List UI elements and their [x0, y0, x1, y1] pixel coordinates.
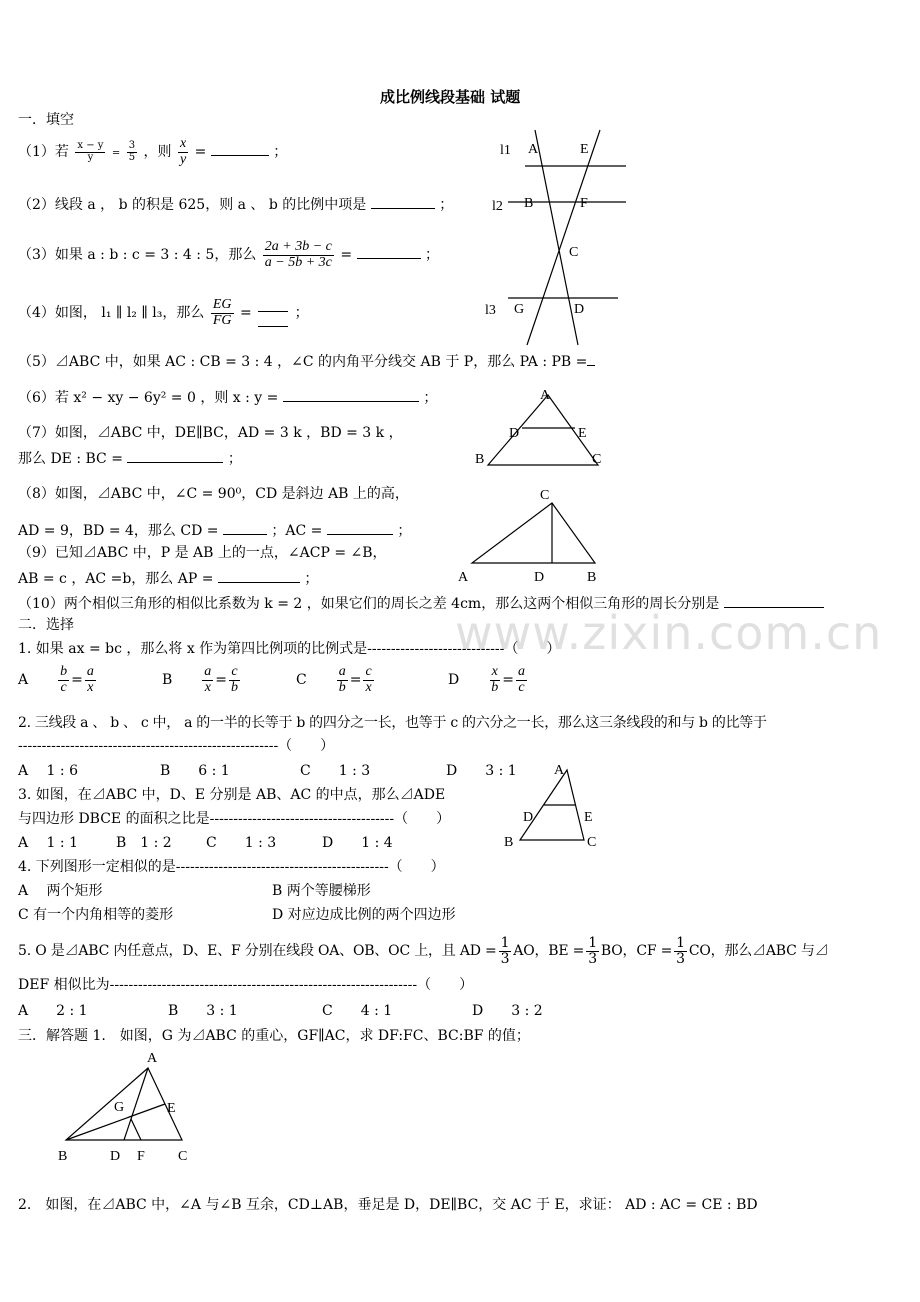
page-title: 成比例线段基础 试题	[380, 88, 521, 106]
label-b: B	[475, 452, 485, 467]
choice-5-option-d[interactable]: D 3 : 2	[472, 1003, 543, 1019]
q1-fraction-b: $\frac{3}{5}$	[128, 140, 136, 163]
choice-question-4: 4. 下列图形一定相似的是---------------------------------------------（ ）	[18, 859, 445, 875]
fill-question-5: （5）⊿ABC 中，如果 AC : CB = 3 : 4 ，∠C 的内角平分线交 AB 于 P，那么 PA : PB =	[18, 351, 595, 371]
choice-3-option-c[interactable]: C 1 : 3	[206, 835, 277, 851]
label-b: B	[504, 835, 514, 850]
label-e: E	[167, 1101, 176, 1116]
label-c: C	[592, 452, 602, 467]
label-b: B	[524, 196, 534, 211]
choice3-triangle-figure	[500, 758, 610, 850]
label-d: D	[574, 302, 585, 317]
choice-4-option-c[interactable]: C 有一个内角相等的菱形	[18, 907, 174, 923]
solve-question-1: 三．解答题 1. 如图，G 为⊿ABC 的重心，GF∥AC，求 DF:FC、BC:BF 的值；	[18, 1028, 530, 1044]
label-b: B	[587, 570, 597, 585]
fill-question-2: （2）线段 a ， b 的积是 625，则 a 、 b 的比例中项是 ；	[18, 194, 453, 214]
watermark: www.zixin.com.cn	[455, 606, 883, 660]
label-d: D	[509, 426, 520, 441]
q4-answer-fraction-blank[interactable]	[258, 299, 288, 327]
choice-question-3b: 与四边形 DBCE 的面积之比是---------------------------------------（ ）	[18, 811, 451, 827]
fill-question-7b: 那么 DE : BC = ；	[18, 448, 242, 468]
choice-2-option-c[interactable]: C 1 : 3	[300, 763, 371, 779]
label-c: C	[587, 835, 597, 850]
choice-1-option-a[interactable]: A $\frac{b}{c}$ = $\frac{a}{x}$	[18, 664, 94, 695]
choice-5-option-c[interactable]: C 4 : 1	[322, 1003, 393, 1019]
choice-1-option-b[interactable]: B $\frac{a}{x}$ = $\frac{c}{b}$	[162, 664, 239, 695]
choice-5-option-a[interactable]: A 2 : 1	[18, 1003, 88, 1019]
q1-middle: ，则	[143, 144, 172, 161]
q8-ac-blank[interactable]	[327, 520, 393, 535]
label-a: A	[458, 570, 469, 585]
fill-question-9a: （9）已知⊿ABC 中，P 是 AB 上的一点，∠ACP = ∠B，	[18, 545, 387, 561]
fill-question-10: （10）两个相似三角形的相似比系数为 k = 2 ，如果它们的周长之差 4cm，那么这两个相似三角形的周长分别是	[18, 593, 824, 613]
q2-answer-blank[interactable]	[371, 194, 435, 209]
right-triangle-figure	[450, 485, 610, 585]
choice-question-5a: 5. O 是⊿ABC 内任意点，D、E、F 分别在线段 OA、OB、OC 上，且 AD = $\frac{1}{3}$ AO，BE = $\frac{1}{3}$ BO，CF = $\frac{1}{3}$ CO，那么⊿ABC 与⊿	[18, 935, 829, 967]
choice-question-2b: -------------------------------------------------------（ ）	[18, 738, 335, 754]
choice-question-1: 1. 如果 ax = bc ，那么将 x 作为第四比例项的比例式是-----------------------------（ ）	[18, 641, 561, 657]
fill-question-3: （3）如果 a : b : c = 3 : 4 : 5，那么 $\frac{2a + 3b - c}{a - 5b + 3c}$ = ；	[18, 239, 439, 270]
label-e: E	[584, 810, 593, 825]
label-a: A	[147, 1051, 158, 1066]
choice-1-option-d[interactable]: D $\frac{x}{b}$ = $\frac{a}{c}$	[448, 664, 525, 695]
q3-answer-blank[interactable]	[357, 244, 421, 259]
label-c: C	[569, 245, 579, 260]
q6-answer-blank[interactable]	[283, 387, 419, 402]
choice-3-option-d[interactable]: D 1 : 4	[322, 835, 393, 851]
choice-question-2a: 2. 三线段 a 、 b 、 c 中， a 的一半的长等于 b 的四分之一长，也等于 c 的六分之一长，那么这三条线段的和与 b 的比等于	[18, 715, 767, 731]
choice-2-option-d[interactable]: D 3 : 1	[446, 763, 517, 779]
fill-question-8b: AD = 9，BD = 4，那么 CD = ；AC = ；	[18, 520, 411, 540]
label-l2: l2	[492, 199, 503, 214]
choice-4-option-d[interactable]: D 对应边成比例的两个四边形	[272, 907, 456, 923]
label-a: A	[540, 388, 551, 403]
q8-cd-blank[interactable]	[223, 520, 267, 535]
label-d: D	[110, 1149, 121, 1164]
label-g: G	[514, 302, 525, 317]
parallel-lines-figure	[480, 130, 640, 355]
choice-1-option-c[interactable]: C $\frac{a}{b}$ = $\frac{c}{x}$	[296, 664, 372, 695]
q1-answer-blank[interactable]	[211, 141, 269, 156]
label-c: C	[540, 488, 550, 503]
choice-3-option-b[interactable]: B 1 : 2	[116, 835, 172, 851]
label-f: F	[580, 196, 588, 211]
label-l3: l3	[485, 303, 496, 318]
label-c: C	[178, 1149, 188, 1164]
choice-2-option-b[interactable]: B 6 : 1	[160, 763, 230, 779]
centroid-triangle-figure	[50, 1048, 210, 1168]
label-d: D	[534, 570, 545, 585]
fill-question-9b: AB = c ，AC =b，那么 AP = ；	[18, 568, 318, 588]
q1-fraction-c: $\frac{x}{y}$	[179, 136, 187, 167]
label-b: B	[58, 1149, 68, 1164]
label-f: F	[137, 1149, 145, 1164]
choice-3-option-a[interactable]: A 1 : 1	[18, 835, 78, 851]
choice-question-5b: DEF 相似比为-----------------------------------------------------------------（ ）	[18, 977, 474, 993]
choice-question-3a: 3. 如图，在⊿ABC 中，D、E 分别是 AB、AC 的中点，那么⊿ADE	[18, 787, 446, 803]
label-g: G	[114, 1100, 125, 1115]
q9-answer-blank[interactable]	[218, 568, 300, 583]
fill-question-6: （6）若 x² − xy − 6y² = 0 ，则 x : y = ；	[18, 387, 437, 407]
fill-question-1: （1）若 $\frac{x - y}{y}$ = $\frac{3}{5}$ ，则 $\frac{x}{y}$ = ；	[18, 136, 288, 167]
section-choice-heading: 二．选择	[18, 617, 74, 633]
section-fill-heading: 一．填空	[18, 112, 74, 128]
label-d: D	[523, 810, 534, 825]
choice-5-option-b[interactable]: B 3 : 1	[168, 1003, 238, 1019]
choice-4-option-b[interactable]: B 两个等腰梯形	[272, 883, 371, 899]
label-e: E	[580, 142, 589, 157]
label-e: E	[578, 426, 587, 441]
q1-fraction-a: $\frac{x - y}{y}$	[77, 140, 104, 163]
fill-question-4: （4）如图， l₁ ∥ l₂ ∥ l₃，那么 $\frac{EG}{FG}$ = ；	[18, 297, 309, 328]
solve-question-2: 2. 如图，在⊿ABC 中，∠A 与∠B 互余，CD⊥AB，垂足是 D，DE∥BC，交 AC 于 E，求证： AD : AC = CE : BD	[18, 1197, 758, 1213]
label-l1: l1	[500, 143, 511, 158]
triangle-de-bc-figure	[470, 385, 620, 470]
fill-question-7a: （7）如图，⊿ABC 中，DE∥BC，AD = 3 k ，BD = 3 k ，	[18, 425, 403, 441]
q1-prefix: （1）若	[18, 144, 69, 161]
choice-4-option-a[interactable]: A 两个矩形	[18, 883, 103, 899]
label-a: A	[528, 142, 539, 157]
q3-fraction: $\frac{2a + 3b - c}{a - 5b + 3c}$	[264, 239, 332, 270]
q7-answer-blank[interactable]	[127, 448, 223, 463]
q4-fraction: $\frac{EG}{FG}$	[212, 297, 232, 328]
label-a: A	[554, 763, 565, 778]
choice-2-option-a[interactable]: A 1 : 6	[18, 763, 78, 779]
fill-question-8a: （8）如图，⊿ABC 中，∠C = 90⁰，CD 是斜边 AB 上的高，	[18, 486, 409, 502]
